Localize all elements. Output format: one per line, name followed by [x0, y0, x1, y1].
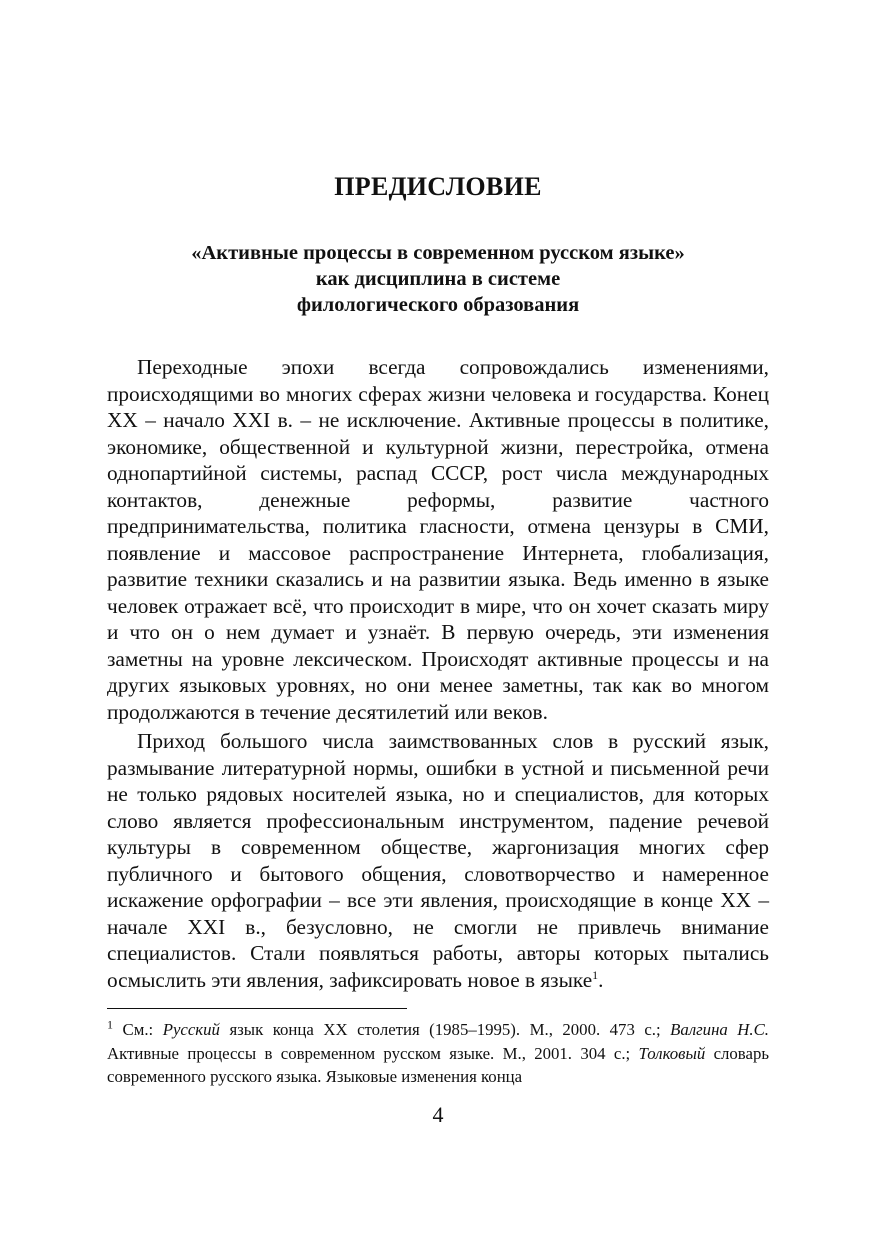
footnote-separator [107, 1008, 407, 1009]
chapter-title: ПРЕДИСЛОВИЕ [334, 172, 542, 201]
footnote-italic-1: Русский [162, 1020, 220, 1039]
body-text [107, 354, 769, 993]
footnote-text-2: Активные процессы в современном русском языке. М., 2001. 304 с.; [107, 1043, 631, 1063]
page-number: 4 [432, 1102, 444, 1127]
footnote-marker: 1 [107, 1017, 113, 1032]
paragraph-2-text: Приход большого числа заимствованных слов в русский язык, размывание литературной нормы, ошибки в устной и письменной речи не только рядовых носителей языка, но и специалистов, для которых слово является профессиональным инструментом, падение речевой культуры в современном обществе, жаргонизация многих сфер публичного и бытового общения, словотворчество и намеренное искажение орфографии – все эти явления, происходящие в конце ХХ – начале ХХI в., безусловно, не смогли не привлечь внимание специалистов. Стали появляться работы, авторы которых пытались осмыслить эти явления, зафиксировать новое в языке [107, 729, 769, 992]
paragraph-1 [107, 354, 769, 725]
paragraph-2 [107, 728, 769, 993]
paragraph-2-end: . [598, 967, 604, 992]
footnote-italic-3: Толковый [638, 1043, 706, 1063]
book-page [107, 0, 769, 1240]
footnote-italic-2: Валгина Н.С. [670, 1020, 769, 1039]
footnote-text-1: язык конца ХХ столетия (1985–1995). М., 2000. 473 с.; [229, 1020, 661, 1039]
footnote-text-3: словарь современного русского языка. Языковые изменения конца [107, 1043, 769, 1086]
subtitle-line-1: «Активные процессы в современном русском языке» [191, 242, 685, 264]
subtitle-line-2: как дисциплина в системе [315, 268, 561, 290]
footnote-prefix: См.: [122, 1020, 154, 1039]
section-subtitle [107, 240, 769, 318]
footnote-reference[interactable]: 1 [592, 967, 599, 982]
subtitle-line-3: филологического образования [296, 294, 580, 316]
paragraph-1-text: Переходные эпохи всегда сопровождались изменениями, происходящими во многих сферах жизни человека и государства. Конец ХХ – начало ХХI в. – не исключение. Активные процессы в политике, экономике, общественной и культурной жизни, перестройка, отмена однопартийной системы, распад СССР, рост числа международных контактов, денежные реформы, развитие частного предпринимательства, политика гласности, отмена цензуры в СМИ, появление и массовое распространение Интернета, глобализация, развитие техники сказались и на развитии языка. Ведь именно в языке человек отражает всё, что происходит в мире, что он хочет сказать миру и что он о нем думает и узнаёт. В первую очередь, эти изменения заметны на уровне лексическом. Происходят активные процессы и на других языковых уровнях, но они менее заметны, так как во многом продолжаются в течение десятилетий или веков. [107, 355, 769, 724]
footnote [107, 1018, 769, 1089]
